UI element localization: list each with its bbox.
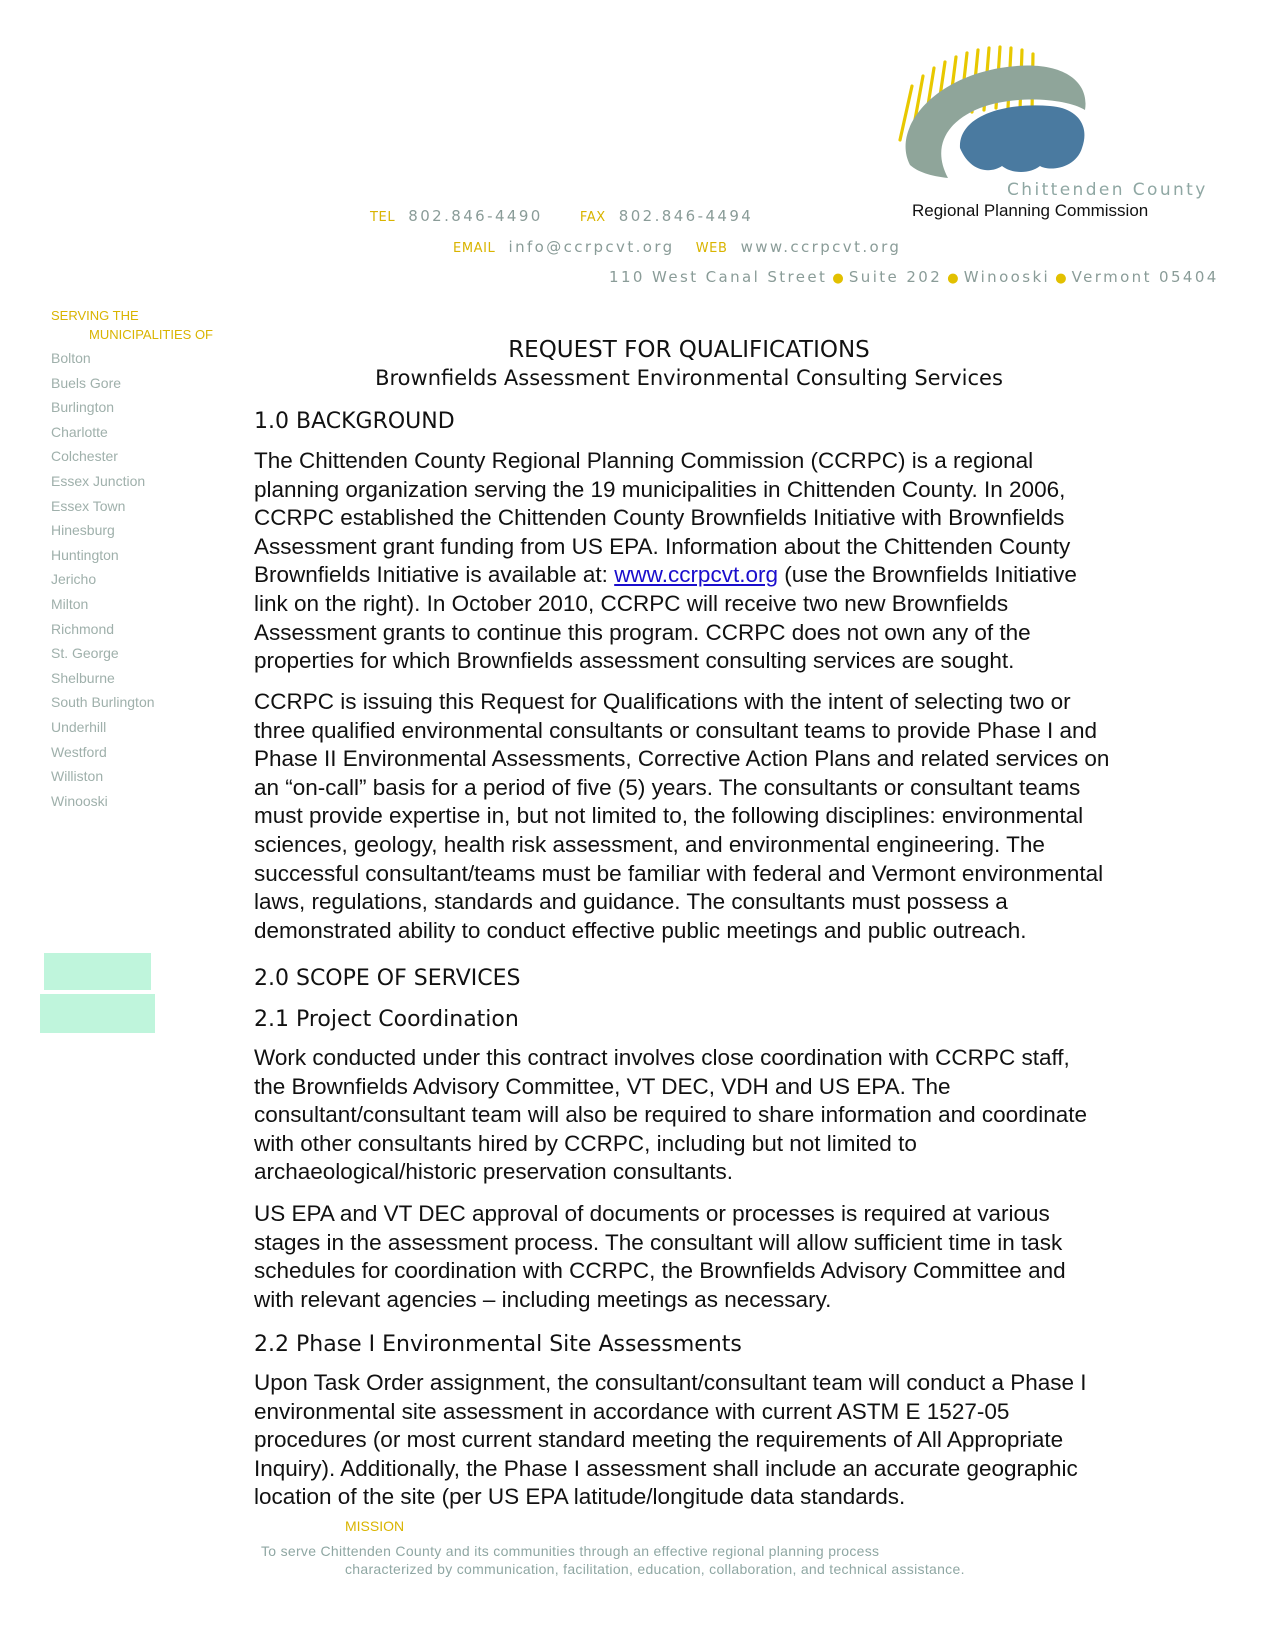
fax-value: 802.846-4494 (618, 207, 754, 225)
text-line: Inquiry). Additionally, the Phase I assessment shall include an accurate geographic (254, 1455, 1078, 1481)
list-item: Jericho (51, 571, 97, 588)
text-segment: Brownfields Initiative is available at: (254, 562, 615, 588)
text-line: procedures (or most current standard meeting the requirements of All Appropriate (254, 1427, 1064, 1453)
text-line: three qualified environmental consultants or consultant teams to provide Phase I and (254, 717, 1098, 743)
highlight-box (44, 953, 151, 990)
list-item: Colchester (51, 448, 118, 465)
coordination-paragraph-1 (254, 1044, 1134, 1187)
text-line: stages in the assessment process. The consultant will allow sufficient time in task (254, 1229, 1063, 1255)
text-line: sciences, geology, health risk assessment, and environmental engineering. The (254, 831, 1045, 857)
text-line: schedules for coordination with CCRPC, the Brownfields Advisory Committee and (254, 1258, 1066, 1284)
list-item: Richmond (51, 620, 115, 637)
list-item: South Burlington (51, 694, 155, 711)
mission-label: MISSION (345, 1518, 405, 1534)
text-line: must provide expertise in, but not limited to, the following disciplines: environmental (254, 803, 1084, 829)
bullet-dot-icon: ● (832, 271, 844, 286)
serving-label-line1: SERVING THE (51, 308, 139, 323)
text-line: archaeological/historic preservation consultants. (254, 1159, 734, 1185)
org-name-line1: Chittenden County (1007, 180, 1208, 200)
text-line: CCRPC established the Chittenden County Brownfields Initiative with Brownfields (254, 505, 1065, 531)
coordination-paragraph-2 (254, 1200, 1134, 1314)
section-heading-phase1: 2.2 Phase I Environmental Site Assessments (254, 1332, 742, 1357)
list-item: Winooski (51, 792, 108, 809)
list-item: Huntington (51, 546, 119, 563)
list-item: Bolton (51, 350, 91, 366)
text-line: Phase II Environmental Assessments, Corrective Action Plans and related services on (254, 746, 1110, 772)
contact-address-line (609, 267, 1219, 286)
list-item: Williston (51, 768, 104, 785)
text-line: Assessment grants to continue this program. CCRPC does not own any of the (254, 619, 1031, 645)
document-title: REQUEST FOR QUALIFICATIONS (508, 337, 870, 363)
list-item: Westford (51, 743, 107, 760)
list-item: Underhill (51, 718, 107, 735)
list-item: Hinesburg (51, 522, 115, 539)
address-state-zip: Vermont 05404 (1071, 268, 1219, 286)
tel-value: 802.846-4490 (408, 207, 543, 225)
text-line: environmental site assessment in accordance with current ASTM E 1527-05 (254, 1398, 1010, 1424)
text-line (254, 561, 1134, 590)
contact-phone-line (370, 206, 753, 225)
tel-label: TEL (370, 210, 396, 225)
section-heading-coordination: 2.1 Project Coordination (254, 1007, 519, 1032)
ccrpc-logo (890, 40, 1130, 200)
background-paragraph-2 (254, 688, 1134, 945)
list-item: Shelburne (51, 669, 115, 686)
text-segment: (use the Brownfields Initiative (777, 562, 1077, 588)
list-item: Charlotte (51, 423, 108, 440)
text-line: link on the right). In October 2010, CCRPC will receive two new Brownfields (254, 590, 1009, 616)
section-heading-background: 1.0 BACKGROUND (254, 409, 455, 434)
text-line: CCRPC is issuing this Request for Qualifications with the intent of selecting two or (254, 689, 1071, 714)
highlight-box (40, 994, 155, 1033)
org-name-line2: Regional Planning Commission (912, 201, 1149, 220)
address-suite: Suite 202 (848, 268, 943, 286)
web-label: WEB (695, 241, 728, 256)
text-line: the Brownfields Advisory Committee, VT DEC, VDH and US EPA. The (254, 1073, 951, 1099)
email-label: EMAIL (453, 241, 496, 256)
address-street: 110 West Canal Street (609, 268, 828, 286)
text-line: successful consultant/teams must be familiar with federal and Vermont environmental (254, 860, 1104, 886)
text-line: The Chittenden County Regional Planning Commission (CCRPC) is a regional (254, 448, 1034, 473)
municipalities-list (51, 349, 155, 816)
bullet-dot-icon: ● (1055, 271, 1067, 286)
section-heading-scope: 2.0 SCOPE OF SERVICES (254, 966, 521, 991)
mission-statement-line1: To serve Chittenden County and its communities through an effective regional planning process (261, 1543, 880, 1559)
bullet-dot-icon: ● (947, 271, 959, 286)
address-city: Winooski (963, 268, 1051, 286)
list-item: Essex Junction (51, 472, 146, 489)
text-line: with relevant agencies – including meetings as necessary. (254, 1286, 832, 1312)
text-line: Assessment grant funding from US EPA. Information about the Chittenden County (254, 533, 1071, 559)
list-item: Burlington (51, 399, 115, 416)
web-value[interactable]: www.ccrpcvt.org (740, 238, 902, 256)
list-item: St. George (51, 645, 119, 662)
text-line: an “on-call” basis for a period of five (5) years. The consultants or consultant teams (254, 774, 1081, 800)
fax-label: FAX (579, 210, 606, 225)
text-line: planning organization serving the 19 municipalities in Chittenden County. In 2006, (254, 476, 1066, 502)
mission-statement-line2: characterized by communication, facilitation, education, collaboration, and technical assistance. (345, 1561, 965, 1577)
serving-label-line2: MUNICIPALITIES OF (89, 327, 213, 342)
list-item: Milton (51, 595, 89, 612)
text-line: US EPA and VT DEC approval of documents or processes is required at various (254, 1201, 1050, 1226)
text-line: location of the site (per US EPA latitude/longitude data standards. (254, 1484, 906, 1510)
list-item: Buels Gore (51, 374, 122, 391)
text-line: laws, regulations, standards and guidance. The consultants must possess a (254, 889, 1008, 915)
text-line: consultant/consultant team will also be required to share information and coordinate (254, 1102, 1087, 1128)
email-value[interactable]: info@ccrpcvt.org (508, 238, 675, 256)
text-line: Upon Task Order assignment, the consultant/consultant team will conduct a Phase I (254, 1370, 1087, 1395)
ccrpc-website-link[interactable]: www.ccrpcvt.org (614, 562, 778, 588)
text-line: with other consultants hired by CCRPC, including but not limited to (254, 1130, 917, 1156)
text-line: Work conducted under this contract involves close coordination with CCRPC staff, (254, 1045, 1070, 1070)
list-item: Essex Town (51, 497, 126, 514)
phase1-paragraph-1 (254, 1369, 1134, 1512)
background-paragraph-1 (254, 447, 1134, 676)
text-line: properties for which Brownfields assessment consulting services are sought. (254, 648, 1015, 674)
text-line: demonstrated ability to conduct effective public meetings and public outreach. (254, 917, 1027, 943)
document-subtitle: Brownfields Assessment Environmental Consulting Services (375, 366, 1003, 390)
contact-web-line (453, 237, 901, 256)
